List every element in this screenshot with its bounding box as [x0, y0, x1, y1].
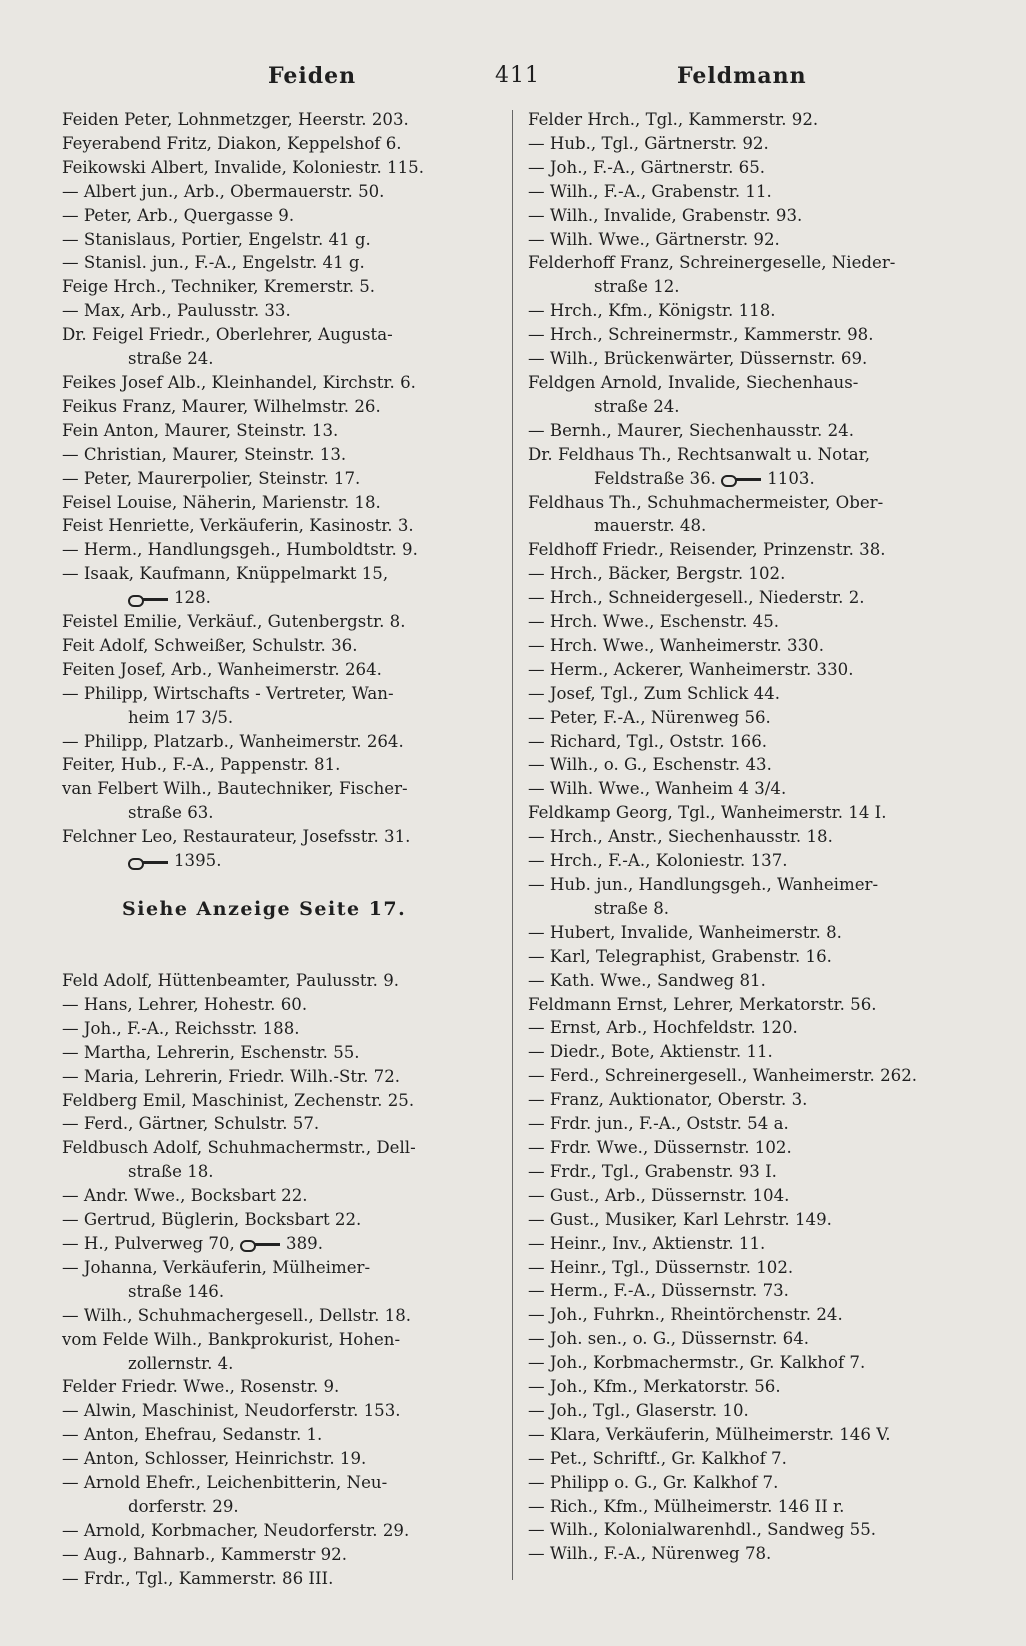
directory-entry — [528, 1208, 968, 1232]
entry-text: — Hrch. Wwe., Wanheimerstr. 330. — [528, 635, 824, 655]
entry-text: — Philipp, Wirtschafts - Vertreter, Wan- — [62, 683, 394, 703]
directory-entry — [528, 1256, 968, 1280]
directory-entry — [62, 419, 502, 443]
entry-text: — Wilh. Wwe., Wanheim 4 3/4. — [528, 779, 787, 799]
entry-text: — Arnold, Korbmacher, Neudorferstr. 29. — [62, 1520, 410, 1540]
entry-text: mauerstr. 48. — [594, 516, 707, 536]
directory-entry — [528, 1495, 968, 1519]
directory-entry — [62, 299, 502, 323]
entry-text: 1395. — [174, 851, 222, 871]
entry-text: — Peter, Maurerpolier, Steinstr. 17. — [62, 468, 361, 488]
entry-text: — Andr. Wwe., Bocksbart 22. — [62, 1186, 308, 1206]
spacer — [62, 945, 502, 969]
directory-entry — [528, 945, 968, 969]
entry-text: — Heinr., Tgl., Düssernstr. 102. — [528, 1257, 794, 1277]
entry-text: Feist Henriette, Verkäuferin, Kasinostr. 3. — [62, 516, 414, 536]
entry-text: straße 146. — [128, 1281, 225, 1301]
entry-text: Feldhoff Friedr., Reisender, Prinzenstr. 38. — [528, 540, 886, 560]
directory-entry — [528, 1471, 968, 1495]
page-number: 411 — [495, 63, 540, 88]
directory-entry — [62, 323, 502, 347]
entry-continuation — [528, 395, 968, 419]
directory-entry — [528, 753, 968, 777]
entry-text: — Ferd., Gärtner, Schulstr. 57. — [62, 1114, 320, 1134]
directory-entry — [62, 1232, 502, 1256]
directory-entry — [528, 969, 968, 993]
entry-continuation — [62, 801, 502, 825]
directory-entry — [62, 1471, 502, 1495]
directory-entry — [528, 1303, 968, 1327]
entry-text: — Kath. Wwe., Sandweg 81. — [528, 970, 766, 990]
entry-text: — Joh., Tgl., Glaserstr. 10. — [528, 1400, 749, 1420]
entry-text: — Hans, Lehrer, Hohestr. 60. — [62, 994, 308, 1014]
directory-entry — [528, 610, 968, 634]
directory-entry — [62, 777, 502, 801]
directory-entry — [528, 251, 968, 275]
directory-entry — [528, 1064, 968, 1088]
entry-text: Feldhaus Th., Schuhmachermeister, Ober- — [528, 492, 884, 512]
entry-text: — Diedr., Bote, Aktienstr. 11. — [528, 1042, 773, 1062]
entry-continuation — [528, 514, 968, 538]
entry-text: — Martha, Lehrerin, Eschenstr. 55. — [62, 1042, 360, 1062]
directory-entry — [62, 1567, 502, 1591]
telephone-icon — [128, 593, 168, 605]
entry-text: — Hrch., Kfm., Königstr. 118. — [528, 301, 776, 321]
entry-text: — Joh. sen., o. G., Düssernstr. 64. — [528, 1329, 810, 1349]
entry-text: — Wilh., Kolonialwarenhdl., Sandweg 55. — [528, 1520, 877, 1540]
telephone-icon — [721, 473, 761, 485]
entry-text: Fein Anton, Maurer, Steinstr. 13. — [62, 420, 339, 440]
entry-text: — Alwin, Maschinist, Neudorferstr. 153. — [62, 1401, 401, 1421]
directory-entry — [528, 491, 968, 515]
entry-text: straße 24. — [128, 349, 214, 369]
entry-text: — H., Pulverweg 70, — [62, 1233, 235, 1253]
left-column — [62, 108, 502, 1591]
entry-text: Feldberg Emil, Maschinist, Zechenstr. 25. — [62, 1090, 415, 1110]
entry-text: — Bernh., Maurer, Siechenhausstr. 24. — [528, 420, 854, 440]
entry-text: — Stanislaus, Portier, Engelstr. 41 g. — [62, 229, 371, 249]
entry-text: — Richard, Tgl., Oststr. 166. — [528, 731, 768, 751]
directory-entry — [62, 1041, 502, 1065]
directory-entry — [62, 825, 502, 849]
directory-entry — [62, 491, 502, 515]
running-head-right: Feldmann — [677, 63, 807, 89]
directory-entry — [528, 1399, 968, 1423]
right-column — [528, 108, 968, 1566]
entry-text: Feldkamp Georg, Tgl., Wanheimerstr. 14 I. — [528, 803, 887, 823]
entry-text: Feldbusch Adolf, Schuhmachermstr., Dell- — [62, 1138, 416, 1158]
directory-entry — [62, 1017, 502, 1041]
directory-entry — [62, 562, 502, 586]
entry-text: — Karl, Telegraphist, Grabenstr. 16. — [528, 946, 832, 966]
directory-entry — [62, 514, 502, 538]
directory-entry — [528, 1112, 968, 1136]
entry-text: — Frdr. jun., F.-A., Oststr. 54 a. — [528, 1114, 789, 1134]
entry-text: straße 18. — [128, 1162, 214, 1182]
entry-text: — Pet., Schriftf., Gr. Kalkhof 7. — [528, 1448, 787, 1468]
telephone-number: 1103. — [767, 468, 815, 488]
entry-text: — Wilh., Invalide, Grabenstr. 93. — [528, 205, 803, 225]
directory-entry — [62, 1447, 502, 1471]
directory-entry — [528, 1040, 968, 1064]
entry-text: — Wilh., Brückenwärter, Düssernstr. 69. — [528, 349, 868, 369]
entry-text: Feiden Peter, Lohnmetzger, Heerstr. 203. — [62, 110, 409, 129]
directory-entry — [62, 682, 502, 706]
entry-text: — Hubert, Invalide, Wanheimerstr. 8. — [528, 922, 842, 942]
entry-text: Feld Adolf, Hüttenbeamter, Paulusstr. 9. — [62, 971, 400, 990]
directory-entry — [62, 251, 502, 275]
directory-entry — [528, 849, 968, 873]
entry-text: — Herm., Handlungsgeh., Humboldtstr. 9. — [62, 540, 418, 560]
entry-text: zollernstr. 4. — [128, 1353, 234, 1373]
entry-text: Feit Adolf, Schweißer, Schulstr. 36. — [62, 635, 358, 655]
entry-text: — Hub., Tgl., Gärtnerstr. 92. — [528, 133, 769, 153]
directory-entry — [528, 777, 968, 801]
entry-text: Felder Hrch., Tgl., Kammerstr. 92. — [528, 110, 819, 129]
directory-entry — [62, 180, 502, 204]
entry-continuation — [62, 1160, 502, 1184]
directory-entry — [528, 1518, 968, 1542]
entry-continuation — [62, 1280, 502, 1304]
directory-entry — [528, 371, 968, 395]
entry-continuation — [62, 706, 502, 730]
directory-entry — [62, 1423, 502, 1447]
directory-entry — [62, 1519, 502, 1543]
directory-entry — [62, 969, 502, 993]
directory-entry — [528, 419, 968, 443]
directory-entry — [62, 634, 502, 658]
entry-text: — Gust., Arb., Düssernstr. 104. — [528, 1185, 790, 1205]
entry-text: — Joh., Korbmachermstr., Gr. Kalkhof 7. — [528, 1353, 866, 1373]
entry-text: 128. — [174, 588, 211, 608]
entry-text: van Felbert Wilh., Bautechniker, Fischer- — [62, 779, 408, 799]
entry-text: — Anton, Ehefrau, Sedanstr. 1. — [62, 1425, 323, 1445]
directory-entry — [62, 275, 502, 299]
telephone-icon — [240, 1238, 280, 1250]
entry-text: — Max, Arb., Paulusstr. 33. — [62, 301, 291, 321]
entry-text: Dr. Feldhaus Th., Rechtsanwalt u. Notar, — [528, 444, 871, 464]
directory-entry — [62, 108, 502, 132]
directory-entry — [528, 921, 968, 945]
entry-text: — Hub. jun., Handlungsgeh., Wanheimer- — [528, 875, 879, 894]
directory-entry — [62, 1399, 502, 1423]
entry-text: Siehe Anzeige Seite 17. — [122, 898, 407, 920]
directory-entry — [62, 658, 502, 682]
entry-text: — Johanna, Verkäuferin, Mülheimer- — [62, 1257, 371, 1277]
entry-text: Feikes Josef Alb., Kleinhandel, Kirchstr. 6. — [62, 372, 416, 392]
directory-entry — [62, 1065, 502, 1089]
entry-text: Feikus Franz, Maurer, Wilhelmstr. 26. — [62, 396, 381, 416]
entry-continuation — [62, 1495, 502, 1519]
directory-entry — [528, 1447, 968, 1471]
directory-entry — [528, 634, 968, 658]
directory-entry — [528, 228, 968, 252]
directory-entry — [62, 993, 502, 1017]
entry-text: Felchner Leo, Restaurateur, Josefsstr. 31. — [62, 827, 411, 847]
entry-text: — Peter, F.-A., Nürenweg 56. — [528, 707, 771, 727]
entry-text: — Anton, Schlosser, Heinrichstr. 19. — [62, 1449, 367, 1469]
directory-entry — [528, 730, 968, 754]
running-head-left: Feiden — [268, 63, 357, 89]
entry-continuation — [62, 849, 502, 873]
entry-text: — Peter, Arb., Quergasse 9. — [62, 205, 295, 225]
entry-continuation — [528, 275, 968, 299]
directory-entry — [528, 204, 968, 228]
entry-text: — Klara, Verkäuferin, Mülheimerstr. 146 V. — [528, 1424, 891, 1444]
directory-entry — [62, 730, 502, 754]
directory-entry — [528, 1375, 968, 1399]
entry-text: dorferstr. 29. — [128, 1496, 239, 1516]
directory-entry — [62, 1089, 502, 1113]
entry-text: — Wilh., F.-A., Nürenweg 78. — [528, 1544, 772, 1564]
directory-entry — [62, 395, 502, 419]
entry-text: — Joh., F.-A., Gärtnerstr. 65. — [528, 157, 766, 177]
directory-entry — [528, 1232, 968, 1256]
directory-entry — [528, 1279, 968, 1303]
directory-entry — [528, 323, 968, 347]
directory-entry — [62, 467, 502, 491]
directory-entry — [528, 706, 968, 730]
entry-continuation — [528, 467, 968, 491]
entry-text: — Christian, Maurer, Steinstr. 13. — [62, 444, 347, 464]
entry-text: — Ferd., Schreinergesell., Wanheimerstr. 262. — [528, 1066, 918, 1086]
entry-text: straße 12. — [594, 277, 680, 297]
directory-entry — [528, 1136, 968, 1160]
entry-text: — Maria, Lehrerin, Friedr. Wilh.-Str. 72. — [62, 1066, 401, 1086]
directory-entry — [62, 1208, 502, 1232]
entry-text: — Stanisl. jun., F.-A., Engelstr. 41 g. — [62, 253, 365, 273]
entry-text: heim 17 3/5. — [128, 707, 234, 727]
directory-entry — [62, 1375, 502, 1399]
directory-entry — [528, 1016, 968, 1040]
directory-entry — [528, 1351, 968, 1375]
directory-entry — [62, 204, 502, 228]
entry-continuation — [62, 586, 502, 610]
directory-entry — [62, 228, 502, 252]
entry-text: — Heinr., Inv., Aktienstr. 11. — [528, 1233, 766, 1253]
entry-text: straße 24. — [594, 396, 680, 416]
directory-entry — [528, 682, 968, 706]
entry-text: Feistel Emilie, Verkäuf., Gutenbergstr. 8. — [62, 612, 406, 632]
directory-entry — [528, 825, 968, 849]
directory-entry — [528, 347, 968, 371]
entry-text: — Wilh., F.-A., Grabenstr. 11. — [528, 181, 772, 201]
entry-text: — Franz, Auktionator, Oberstr. 3. — [528, 1090, 808, 1110]
entry-text: — Isaak, Kaufmann, Knüppelmarkt 15, — [62, 564, 389, 584]
entry-text: Feldmann Ernst, Lehrer, Merkatorstr. 56. — [528, 994, 877, 1014]
entry-text: — Hrch., F.-A., Koloniestr. 137. — [528, 851, 788, 871]
directory-entry — [62, 371, 502, 395]
directory-entry — [62, 132, 502, 156]
entry-text: Feige Hrch., Techniker, Kremerstr. 5. — [62, 277, 376, 297]
directory-entry — [528, 873, 968, 897]
directory-entry — [528, 132, 968, 156]
directory-entry — [528, 538, 968, 562]
directory-entry — [528, 1327, 968, 1351]
directory-entry — [528, 586, 968, 610]
directory-entry — [528, 1088, 968, 1112]
entry-text: Feldgen Arnold, Invalide, Siechenhaus- — [528, 372, 859, 392]
entry-text: — Herm., F.-A., Düssernstr. 73. — [528, 1281, 789, 1301]
entry-text: Felderhoff Franz, Schreinergeselle, Nieder- — [528, 253, 896, 273]
directory-entry — [62, 610, 502, 634]
entry-text: — Rich., Kfm., Mülheimerstr. 146 II r. — [528, 1496, 845, 1516]
directory-entry — [528, 1542, 968, 1566]
directory-entry — [528, 1160, 968, 1184]
entry-text: straße 8. — [594, 898, 670, 918]
entry-text: — Wilh. Wwe., Gärtnerstr. 92. — [528, 229, 780, 249]
entry-text: — Hrch., Schreinermstr., Kammerstr. 98. — [528, 325, 874, 345]
column-divider — [512, 110, 513, 1580]
directory-entry — [528, 156, 968, 180]
entry-text: — Joh., Fuhrkn., Rheintörchenstr. 24. — [528, 1305, 843, 1325]
directory-entry — [528, 801, 968, 825]
directory-entry — [528, 993, 968, 1017]
directory-entry — [528, 562, 968, 586]
directory-entry — [62, 1112, 502, 1136]
entry-text: — Hrch. Wwe., Eschenstr. 45. — [528, 612, 780, 632]
directory-entry — [62, 538, 502, 562]
directory-entry — [62, 156, 502, 180]
telephone-number: 389. — [286, 1233, 323, 1253]
directory-entry — [528, 1423, 968, 1447]
entry-text: — Joh., Kfm., Merkatorstr. 56. — [528, 1377, 781, 1397]
entry-text: Dr. Feigel Friedr., Oberlehrer, Augusta- — [62, 325, 393, 345]
directory-entry — [62, 1256, 502, 1280]
entry-text: Feisel Louise, Näherin, Marienstr. 18. — [62, 492, 381, 512]
entry-text: — Herm., Ackerer, Wanheimerstr. 330. — [528, 659, 854, 679]
entry-text: Feldstraße 36. — [594, 468, 716, 488]
entry-text: Feiten Josef, Arb., Wanheimerstr. 264. — [62, 659, 382, 679]
directory-entry — [528, 1184, 968, 1208]
entry-text: Feiter, Hub., F.-A., Pappenstr. 81. — [62, 755, 341, 775]
advertisement-note — [62, 873, 502, 945]
directory-entry — [62, 443, 502, 467]
entry-text: — Frdr. Wwe., Düssernstr. 102. — [528, 1137, 792, 1157]
entry-continuation — [528, 897, 968, 921]
entry-text: — Hrch., Schneidergesell., Niederstr. 2. — [528, 588, 865, 608]
entry-text: — Aug., Bahnarb., Kammerstr 92. — [62, 1544, 348, 1564]
entry-continuation — [62, 1352, 502, 1376]
entry-text: Feyerabend Fritz, Diakon, Keppelshof 6. — [62, 133, 402, 153]
directory-entry — [62, 1328, 502, 1352]
entry-text: vom Felde Wilh., Bankprokurist, Hohen- — [62, 1329, 401, 1349]
directory-entry — [528, 658, 968, 682]
entry-text: — Frdr., Tgl., Grabenstr. 93 I. — [528, 1161, 777, 1181]
directory-entry — [528, 108, 968, 132]
entry-text: — Philipp, Platzarb., Wanheimerstr. 264. — [62, 731, 404, 751]
entry-text: — Frdr., Tgl., Kammerstr. 86 III. — [62, 1568, 334, 1588]
entry-text: — Gust., Musiker, Karl Lehrstr. 149. — [528, 1209, 832, 1229]
entry-text: — Hrch., Bäcker, Bergstr. 102. — [528, 564, 786, 584]
entry-text: Felder Friedr. Wwe., Rosenstr. 9. — [62, 1377, 340, 1397]
entry-text: — Ernst, Arb., Hochfeldstr. 120. — [528, 1018, 798, 1038]
entry-text: — Albert jun., Arb., Obermauerstr. 50. — [62, 181, 385, 201]
entry-text: — Arnold Ehefr., Leichenbitterin, Neu- — [62, 1473, 388, 1493]
entry-text: — Wilh., o. G., Eschenstr. 43. — [528, 755, 772, 775]
directory-entry — [62, 1543, 502, 1567]
directory-entry — [62, 1304, 502, 1328]
entry-text: — Wilh., Schuhmachergesell., Dellstr. 18. — [62, 1305, 412, 1325]
directory-entry — [62, 753, 502, 777]
entry-text: straße 63. — [128, 803, 214, 823]
entry-text: — Josef, Tgl., Zum Schlick 44. — [528, 683, 780, 703]
entry-text: — Gertrud, Büglerin, Bocksbart 22. — [62, 1210, 362, 1230]
entry-text: — Hrch., Anstr., Siechenhausstr. 18. — [528, 827, 833, 847]
directory-entry — [62, 1136, 502, 1160]
entry-text: Feikowski Albert, Invalide, Koloniestr. 115. — [62, 157, 424, 177]
entry-text: — Philipp o. G., Gr. Kalkhof 7. — [528, 1472, 779, 1492]
telephone-icon — [128, 856, 168, 868]
directory-entry — [528, 299, 968, 323]
entry-continuation — [62, 347, 502, 371]
directory-entry — [528, 443, 968, 467]
entry-text: — Joh., F.-A., Reichsstr. 188. — [62, 1018, 300, 1038]
directory-entry — [62, 1184, 502, 1208]
directory-entry — [528, 180, 968, 204]
